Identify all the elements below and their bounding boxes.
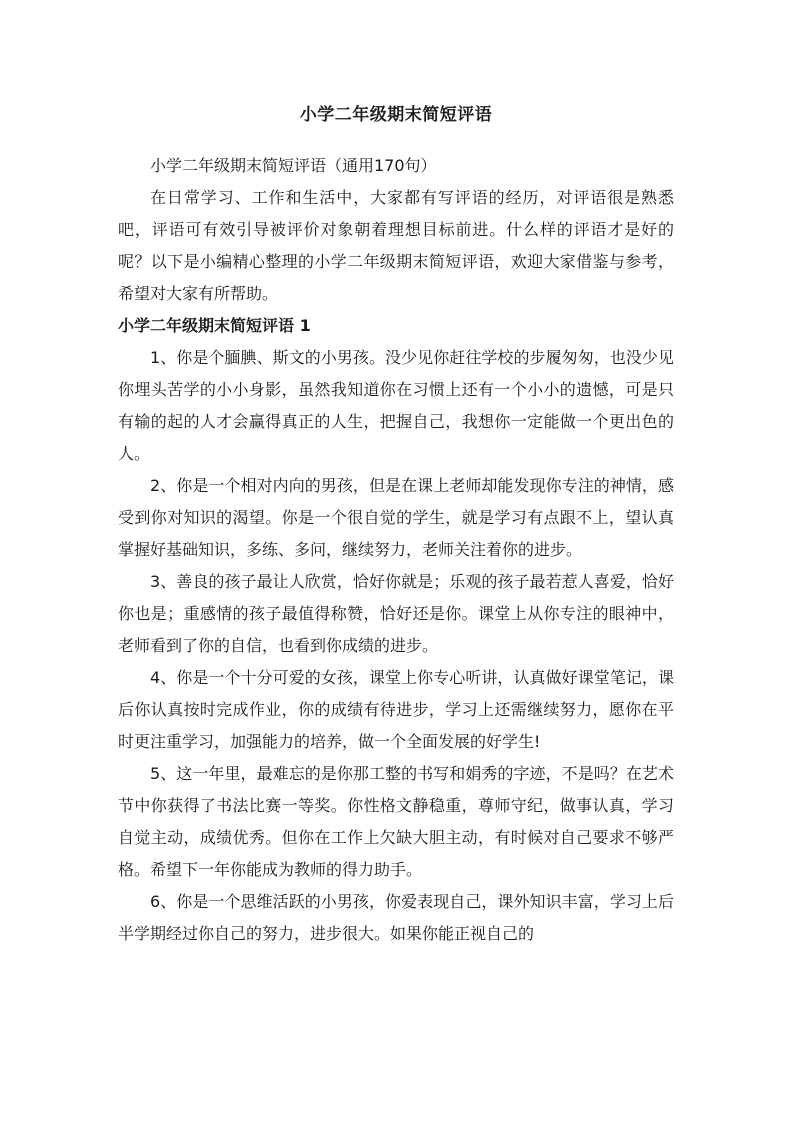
intro-paragraph: 在日常学习、工作和生活中，大家都有写评语的经历，对评语很是熟悉吧，评语可有效引导被评价对象朝着理想目标前进。什么样的评语才是好的呢？以下是小编精心整理的小学二年级期末简短评语，欢迎大家借鉴与参考，希望对大家有所帮助。: [118, 188, 674, 303]
section-heading: 小学二年级期末简短评语 1: [118, 316, 311, 335]
comment-item-6: 6、你是一个思维活跃的小男孩，你爱表现自己，课外知识丰富，学习上后半学期经过你自己的努力，进步很大。如果你能正视自己的: [118, 892, 674, 943]
document-page: [118, 0, 674, 950]
comment-item-5: 5、这一年里，最难忘的是你那工整的书写和娟秀的字迹，不是吗？在艺术节中你获得了书法比赛一等奖。你性格文静稳重，尊师守纪，做事认真，学习自觉主动，成绩优秀。但你在工作上欠缺大胆主动，有时候对自己要求不够严格。希望下一年你能成为教师的得力助手。: [118, 764, 674, 879]
comment-item-2: 2、你是一个相对内向的男孩，但是在课上老师却能发现你专注的神情，感受到你对知识的渴望。你是一个很自觉的学生，就是学习有点跟不上，望认真掌握好基础知识，多练、多问，继续努力，老师关注着你的进步。: [118, 476, 674, 559]
comment-item-3: 3、善良的孩子最让人欣赏，恰好你就是；乐观的孩子最若惹人喜爱，恰好你也是；重感情的孩子最值得称赞，恰好还是你。课堂上从你专注的眼神中，老师看到了你的自信，也看到你成绩的进步。: [118, 572, 674, 655]
document-body: [118, 150, 674, 950]
document-subtitle: 小学二年级期末简短评语（通用170句）: [150, 156, 437, 175]
comment-item-4: 4、你是一个十分可爱的女孩，课堂上你专心听讲，认真做好课堂笔记，课后你认真按时完成作业，你的成绩有待进步，学习上还需继续努力，愿你在平时更注重学习，加强能力的培养，做一个全面发展的好学生!: [118, 668, 674, 751]
comment-item-1: 1、你是个腼腆、斯文的小男孩。没少见你赶往学校的步履匆匆，也没少见你埋头苦学的小小身影，虽然我知道你在习惯上还有一个小小的遗憾，可是只有输的起的人才会赢得真正的人生，把握自己，我想你一定能做一个更出色的人。: [118, 348, 674, 463]
document-title: 小学二年级期末简短评语: [299, 105, 493, 125]
